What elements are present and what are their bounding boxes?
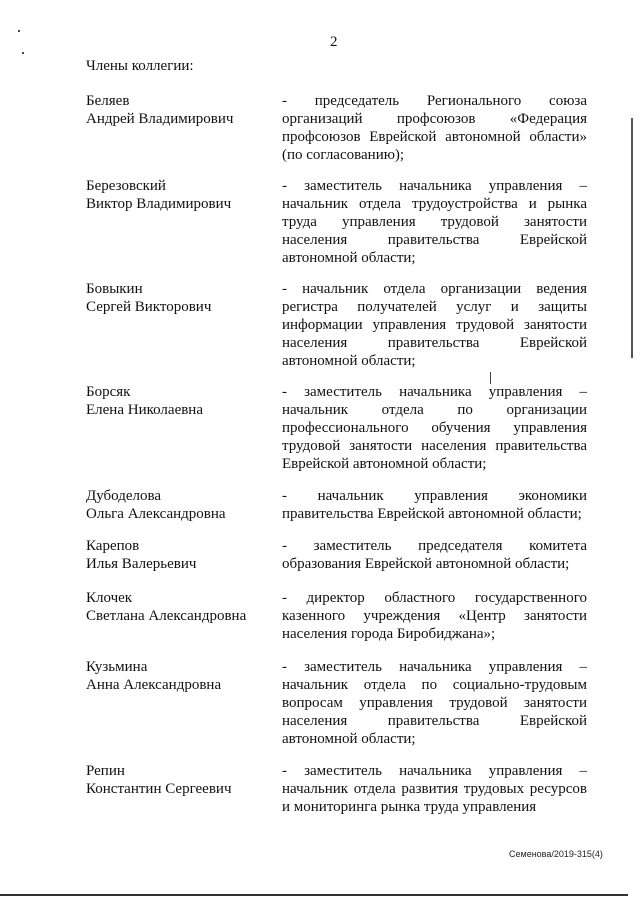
member-given-names: Андрей Владимирович (86, 111, 234, 127)
member-surname: Дубоделова (86, 488, 162, 504)
member-role: - директор областного государственного казенного учреждения «Центр занятости населения города Биробиджана»; (282, 590, 587, 642)
member-role: - председатель Регионального союза организаций профсоюзов «Федерация профсоюзов Еврейской автономной области» (по согласованию); (282, 93, 587, 163)
member-name (86, 589, 276, 625)
scan-speck (22, 52, 24, 54)
scan-edge-line (631, 118, 633, 358)
member-role: - заместитель начальника управления – начальник отдела по организации профессионального обучения управления трудовой занятости населения правительства Еврейской автономной области; (282, 384, 587, 472)
member-given-names: Светлана Александровна (86, 608, 247, 624)
member-name (86, 537, 276, 573)
member-name (86, 658, 276, 694)
member-surname: Беляев (86, 93, 130, 109)
member-given-names: Ольга Александровна (86, 506, 226, 522)
document-code: Семенова/2019-315(4) (509, 849, 603, 859)
member-name (86, 383, 276, 419)
member-name (86, 487, 276, 523)
member-given-names: Сергей Викторович (86, 299, 212, 315)
member-role: - заместитель начальника управления – начальник отдела по социально-трудовым вопросам управления трудовой занятости населения правительства Еврейской автономной области; (282, 659, 587, 747)
member-role: - заместитель начальника управления – начальник отдела трудоустройства и рынка труда управления трудовой занятости населения правительства Еврейской автономной области; (282, 178, 587, 266)
member-surname: Бовыкин (86, 281, 143, 297)
member-surname: Репин (86, 763, 125, 779)
member-role: - начальник управления экономики правительства Еврейской автономной области; (282, 488, 587, 522)
scan-mark (490, 372, 491, 384)
member-role: - заместитель начальника управления – начальник отдела развития трудовых ресурсов и мониторинга рынка труда управления (282, 763, 587, 815)
member-surname: Березовский (86, 178, 166, 194)
member-given-names: Виктор Владимирович (86, 196, 232, 212)
member-name (86, 762, 276, 798)
member-given-names: Анна Александровна (86, 677, 222, 693)
section-heading: Члены коллегии: (86, 58, 194, 74)
member-given-names: Константин Сергеевич (86, 781, 232, 797)
member-surname: Карепов (86, 538, 140, 554)
scan-speck (18, 30, 20, 32)
member-role: - заместитель председателя комитета образования Еврейской автономной области; (282, 538, 587, 572)
member-given-names: Елена Николаевна (86, 402, 203, 418)
member-role: - начальник отдела организации ведения регистра получателей услуг и защиты информации управления трудовой занятости населения правительства Еврейской автономной области; (282, 281, 587, 369)
member-name (86, 92, 276, 128)
member-name (86, 280, 276, 316)
member-given-names: Илья Валерьевич (86, 556, 197, 572)
scan-bottom-edge (0, 894, 628, 896)
member-surname: Борсяк (86, 384, 131, 400)
page-number: 2 (330, 34, 338, 50)
member-surname: Клочек (86, 590, 133, 606)
member-surname: Кузьмина (86, 659, 148, 675)
member-name (86, 177, 276, 213)
